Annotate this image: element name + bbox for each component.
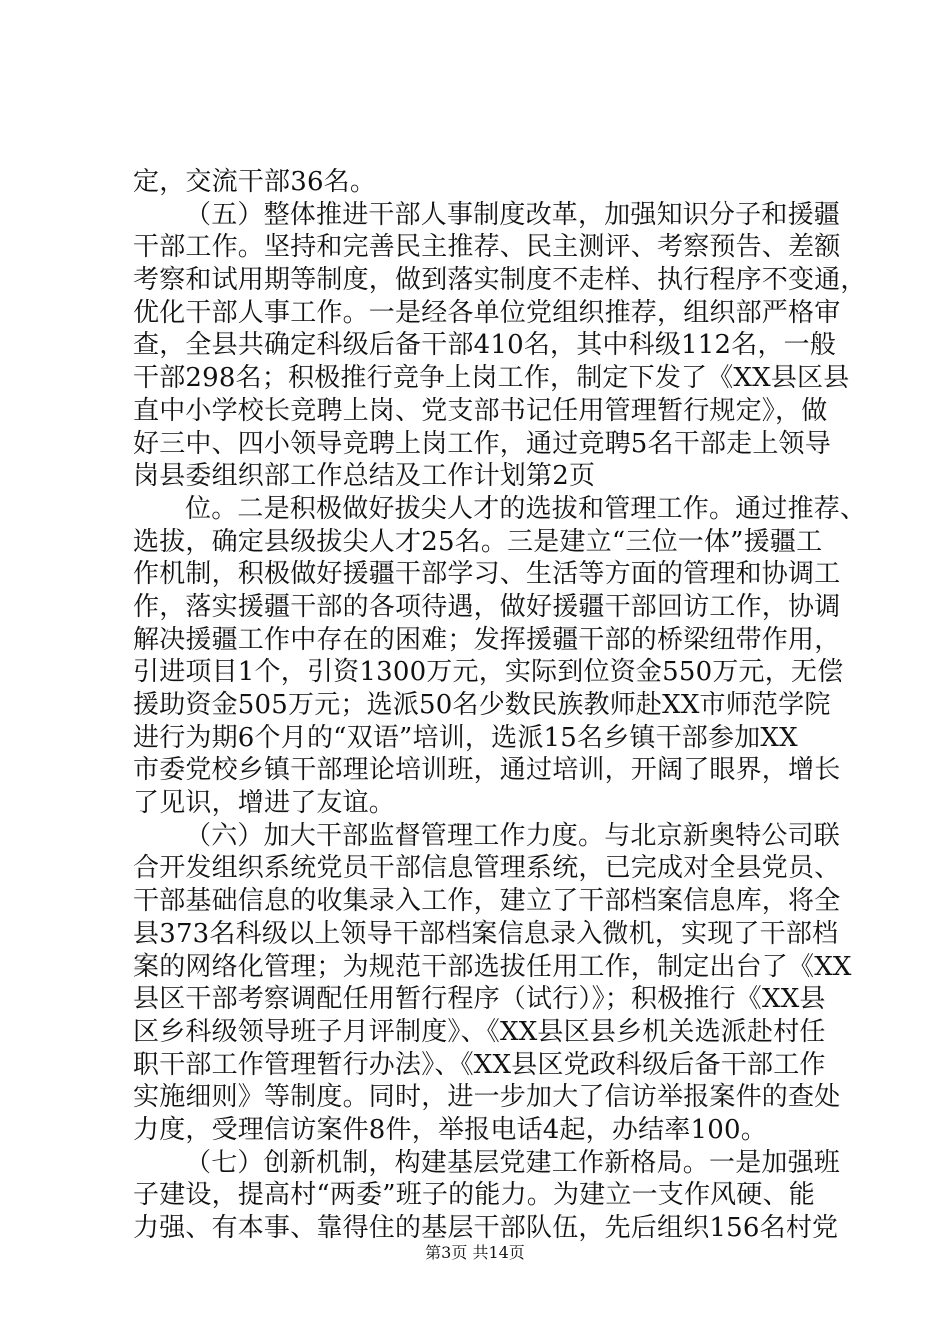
text-line: 力强、有本事、靠得住的基层干部队伍，先后组织156名村党 [133, 1213, 839, 1243]
text-line: 市委党校乡镇干部理论培训班，通过培训，开阔了眼界，增长 [133, 755, 841, 785]
text-line: 好三中、四小领导竞聘上岗工作，通过竞聘5名干部走上领导 [133, 429, 831, 459]
text-line: 干部298名；积极推行竞争上岗工作，制定下发了《XX县区县 [133, 363, 850, 393]
text-line: 引进项目1个，引资1300万元，实际到位资金550万元，无偿 [133, 657, 844, 687]
text-line: 合开发组织系统党员干部信息管理系统，已完成对全县党员、 [133, 853, 841, 883]
text-line: 直中小学校长竞聘上岗、党支部书记任用管理暂行规定》，做 [133, 396, 828, 426]
text-line: 位。二是积极做好拔尖人才的选拔和管理工作。通过推荐、 [185, 494, 867, 524]
text-line: 进行为期6个月的“双语”培训，选派15名乡镇干部参加XX [133, 723, 798, 753]
text-line: 县区干部考察调配任用暂行程序（试行）》；积极推行《XX县 [133, 984, 826, 1014]
text-line: 子建设，提高村“两委”班子的能力。为建立一支作风硬、能 [133, 1180, 815, 1210]
text-line: 岗县委组织部工作总结及工作计划第2页 [133, 461, 596, 491]
text-line: 优化干部人事工作。一是经各单位党组织推荐，组织部严格审 [133, 298, 841, 328]
page-number-footer: 第3页 共14页 [425, 1243, 525, 1262]
text-line: 援助资金505万元；选派50名少数民族教师赴XX市师范学院 [133, 690, 831, 720]
section-seven-heading: （七）创新机制，构建基层党建工作新格局。一是加强班 [185, 1148, 841, 1178]
text-line: 力度，受理信访案件8件，举报电话4起，办结率100。 [133, 1115, 767, 1145]
text-line: 了见识，增进了友谊。 [133, 788, 396, 818]
text-line: 查，全县共确定科级后备干部410名，其中科级112名，一般 [133, 330, 837, 360]
text-line: 实施细则》等制度。同时，进一步加大了信访举报案件的查处 [133, 1082, 841, 1112]
text-line: 案的网络化管理；为规范干部选拔任用工作，制定出台了《XX [133, 952, 852, 982]
text-line: 选拔，确定县级拔尖人才25名。三是建立“三位一体”援疆工 [133, 527, 823, 557]
text-line: 作，落实援疆干部的各项待遇，做好援疆干部回访工作，协调 [133, 592, 841, 622]
text-line: 作机制，积极做好援疆干部学习、生活等方面的管理和协调工 [133, 559, 841, 589]
text-line: 区乡科级领导班子月评制度》、《XX县区县乡机关选派赴村任 [133, 1017, 826, 1047]
text-line: 定，交流干部36名。 [133, 167, 377, 197]
text-line: 解决援疆工作中存在的困难；发挥援疆干部的桥梁纽带作用， [133, 625, 841, 655]
text-line: 干部工作。坚持和完善民主推荐、民主测评、考察预告、差额 [133, 232, 841, 262]
text-line: 干部基础信息的收集录入工作，建立了干部档案信息库，将全 [133, 886, 841, 916]
text-line: 县373名科级以上领导干部档案信息录入微机，实现了干部档 [133, 919, 839, 949]
section-five-heading: （五）整体推进干部人事制度改革，加强知识分子和援疆 [185, 200, 841, 230]
text-line: 考察和试用期等制度，做到落实制度不走样、执行程序不变通， [133, 265, 867, 295]
text-line: 职干部工作管理暂行办法》、《XX县区党政科级后备干部工作 [133, 1050, 826, 1080]
section-six-heading: （六）加大干部监督管理工作力度。与北京新奥特公司联 [185, 821, 841, 851]
